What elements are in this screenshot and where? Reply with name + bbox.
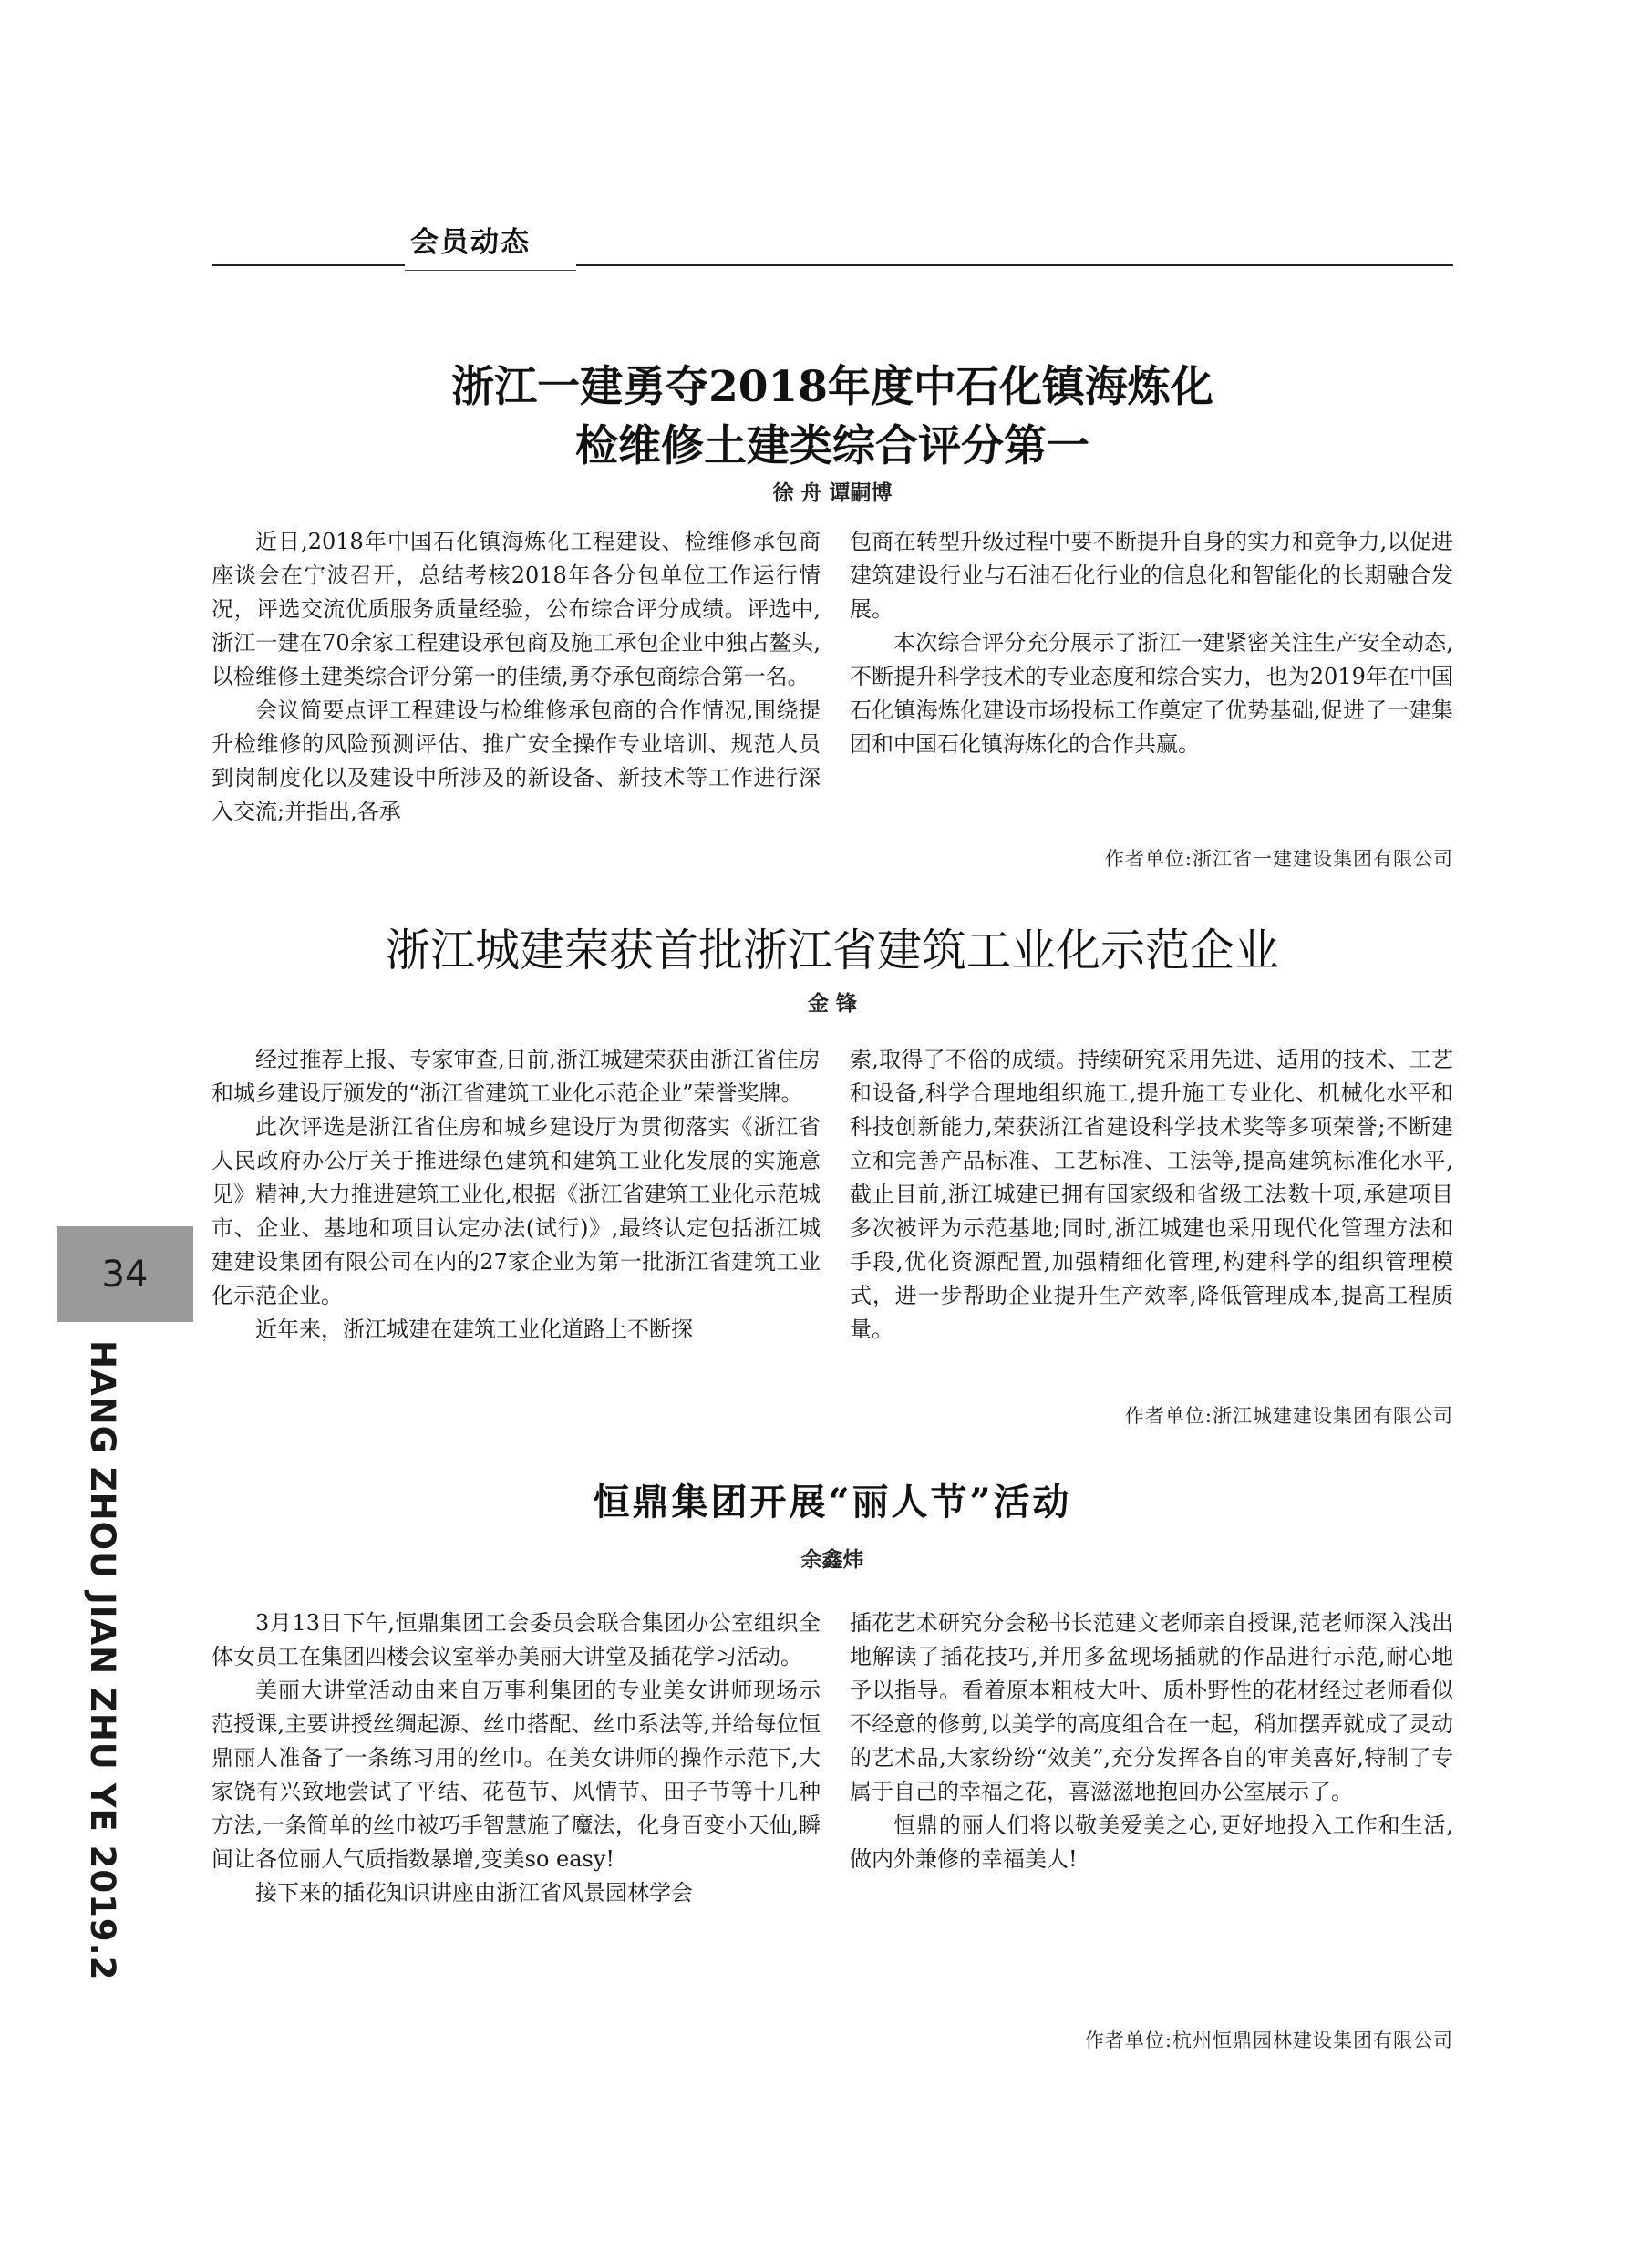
article-3-paragraph: 插花艺术研究分会秘书长范建文老师亲自授课,范老师深入浅出地解读了插花技巧,并用多盆现场插就的作品进行示范,耐心地予以指导。看着原本粗枝大叶、质朴野性的花材经过老师看似不经意的修剪,以美学的高度组合在一起，稍加摆弄就成了灵动的艺术品,大家纷纷“效美”,充分发挥各自的审美喜好,特制了专属于自己的幸福之花，喜滋滋地抱回办公室展示了。 bbox=[850, 1610, 1453, 1804]
article-1-paragraph: 会议简要点评工程建设与检维修承包商的合作情况,围绕提升检维修的风险预测评估、推广安全操作专业培训、规范人员到岗制度化以及建设中所涉及的新设备、新技术等工作进行深入交流;并指出,各承 bbox=[212, 697, 821, 824]
article-2-title bbox=[212, 923, 1453, 979]
article-1-byline: 作者单位:浙江省一建建设集团有限公司 bbox=[1104, 848, 1453, 870]
article-3-paragraph: 恒鼎的丽人们将以敬美爱美之心,更好地投入工作和生活,做内外兼修的幸福美人! bbox=[850, 1813, 1453, 1872]
article-2-paragraph: 经过推荐上报、专家审查,日前,浙江城建荣获由浙江省住房和城乡建设厅颁发的“浙江省建筑工业化示范企业”荣誉奖牌。 bbox=[212, 1047, 821, 1106]
header-rule-right bbox=[576, 264, 1453, 266]
section-label: 会员动态 bbox=[410, 226, 531, 259]
article-2-left-column bbox=[212, 1043, 821, 1347]
article-3-author: 余鑫炜 bbox=[800, 1548, 864, 1572]
article-3-paragraph: 接下来的插花知识讲座由浙江省风景园林学会 bbox=[255, 1880, 693, 1906]
article-1-paragraph: 包商在转型升级过程中要不断提升自身的实力和竞争力,以促进建筑建设行业与石油石化行业的信息化和智能化的长期融合发展。 bbox=[850, 529, 1453, 622]
article-1-paragraph: 本次综合评分充分展示了浙江一建紧密关注生产安全动态,不断提升科学技术的专业态度和综合实力，也为2019年在中国石化镇海炼化建设市场投标工作奠定了优势基础,促进了一建集团和中国石化镇海炼化的合作共赢。 bbox=[850, 630, 1453, 757]
article-1-paragraph: 近日,2018年中国石化镇海炼化工程建设、检维修承包商座谈会在宁波召开，总结考核2018年各分包单位工作运行情况，评选交流优质服务质量经验，公布综合评分成绩。评选中,浙江一建在70余家工程建设承包商及施工承包企业中独占鳌头,以检维修土建类综合评分第一的佳绩,勇夺承包商综合第一名。 bbox=[212, 529, 821, 689]
article-3-title bbox=[212, 1477, 1453, 1528]
article-2-paragraph: 索,取得了不俗的成绩。持续研究采用先进、适用的技术、工艺和设备,科学合理地组织施工,提升施工专业化、机械化水平和科技创新能力,荣获浙江省建设科学技术奖等多项荣誉;不断建立和完善产品标准、工艺标准、工法等,提高建筑标准化水平,截止目前,浙江城建已拥有国家级和省级工法数十项,承建项目多次被评为示范基地;同时,浙江城建也采用现代化管理方法和手段,优化资源配置,加强精细化管理,构建科学的组织管理模式，进一步帮助企业提升生产效率,降低管理成本,提高工程质量。 bbox=[850, 1047, 1453, 1342]
page-number-box bbox=[57, 1226, 193, 1322]
article-3-paragraph: 美丽大讲堂活动由来自万事利集团的专业美女讲师现场示范授课,主要讲授丝绸起源、丝巾搭配、丝巾系法等,并给每位恒鼎丽人准备了一条练习用的丝巾。在美女讲师的操作示范下,大家饶有兴致地尝试了平结、花苞节、风情节、田子节等十几种方法,一条简单的丝巾被巧手智慧施了魔法，化身百变小天仙,瞬间让各位丽人气质指数暴增,变美so easy! bbox=[212, 1678, 821, 1872]
article-3-title-line: 恒鼎集团开展“丽人节”活动 bbox=[593, 1481, 1072, 1524]
article-1-author: 徐 舟 谭嗣博 bbox=[772, 481, 893, 505]
article-1-left-column bbox=[212, 525, 821, 829]
article-1-title-line: 检维修土建类综合评分第一 bbox=[575, 421, 1089, 471]
article-2-right-column bbox=[850, 1043, 1453, 1347]
page-number: 34 bbox=[101, 1253, 149, 1296]
article-2-paragraph: 近年来，浙江城建在建筑工业化道路上不断探 bbox=[255, 1317, 693, 1342]
article-1-title-line: 浙江一建勇夺2018年度中石化镇海炼化 bbox=[451, 362, 1213, 412]
article-3-byline: 作者单位:杭州恒鼎园林建设集团有限公司 bbox=[1084, 2030, 1453, 2051]
article-3-right-column bbox=[850, 1606, 1453, 1876]
article-2-author: 金 锋 bbox=[807, 992, 857, 1016]
article-1-right-column bbox=[850, 525, 1453, 761]
article-3-paragraph: 3月13日下午,恒鼎集团工会委员会联合集团办公室组织全体女员工在集团四楼会议室举办美丽大讲堂及插花学习活动。 bbox=[212, 1610, 821, 1669]
article-2-paragraph: 此次评选是浙江省住房和城乡建设厅为贯彻落实《浙江省人民政府办公厅关于推进绿色建筑和建筑工业化发展的实施意见》精神,大力推进建筑工业化,根据《浙江省建筑工业化示范城市、企业、基地和项目认定办法(试行)》,最终认定包括浙江城建建设集团有限公司在内的27家企业为第一批浙江省建筑工业化示范企业。 bbox=[212, 1114, 821, 1308]
article-3-left-column bbox=[212, 1606, 821, 1910]
header-rule-under bbox=[405, 270, 576, 271]
article-2-title-line: 浙江城建荣获首批浙江省建筑工业化示范企业 bbox=[385, 925, 1279, 976]
article-1-title bbox=[212, 357, 1453, 476]
header-rule-left bbox=[212, 264, 405, 266]
journal-name-vertical: HANG ZHOU JIAN ZHU YE 2019.2 bbox=[83, 1340, 122, 1981]
article-2-byline: 作者单位:浙江城建建设集团有限公司 bbox=[1124, 1405, 1453, 1427]
